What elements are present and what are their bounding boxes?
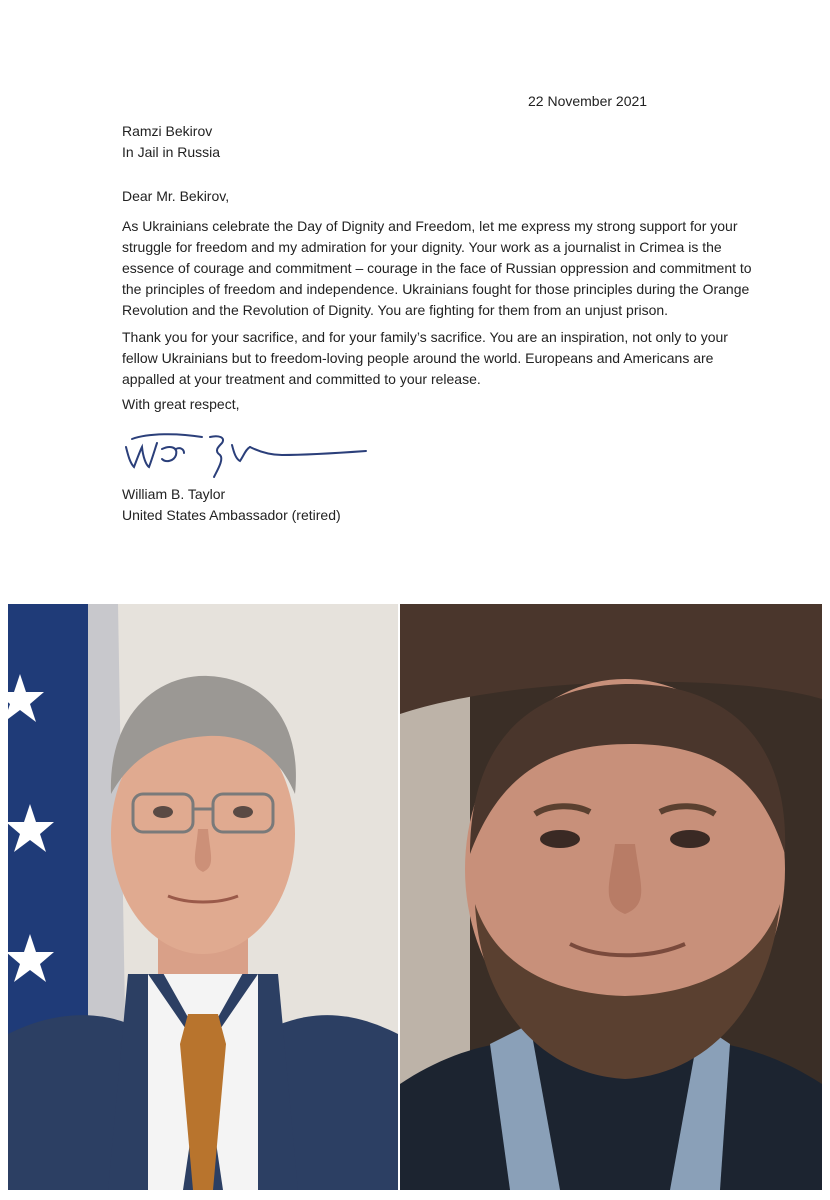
salutation: Dear Mr. Bekirov, xyxy=(122,188,230,204)
portrait-man-suit-image xyxy=(8,604,398,1190)
handwritten-signature xyxy=(118,425,378,483)
recipient-name: Ramzi Bekirov xyxy=(122,123,213,139)
signer-block xyxy=(122,484,341,526)
photo-strip xyxy=(0,600,830,1200)
portrait-photo-right xyxy=(400,604,822,1190)
portrait-photo-left xyxy=(8,604,398,1190)
letter-paragraph-2: Thank you for your sacrifice, and for your family’s sacrifice. You are an inspiration, not only to your fellow Ukrainians but to freedom-loving people around the world. Europeans and Americans are appalled at your treatment and committed to your release. xyxy=(122,329,728,387)
letter-date: 22 November 2021 xyxy=(528,93,648,109)
recipient-block xyxy=(122,121,220,163)
recipient-location: In Jail in Russia xyxy=(122,144,221,160)
signer-title: United States Ambassador (retired) xyxy=(122,507,341,523)
signer-name: William B. Taylor xyxy=(122,486,226,502)
letter-paragraph-1: As Ukrainians celebrate the Day of Dignity and Freedom, let me express my strong support for your struggle for freedom and my admiration for your dignity. Your work as a journalist in Crimea is the essence of courage and commitment – courage in the face of Russian oppression and commitment to the principles of freedom and independence. Ukrainians fought for those principles during the Orange Revolution and the Revolution of Dignity. You are fighting for them from an unjust prison. xyxy=(122,218,752,318)
letter-closing: With great respect, xyxy=(122,396,240,412)
portrait-bearded-man-image xyxy=(400,604,822,1190)
